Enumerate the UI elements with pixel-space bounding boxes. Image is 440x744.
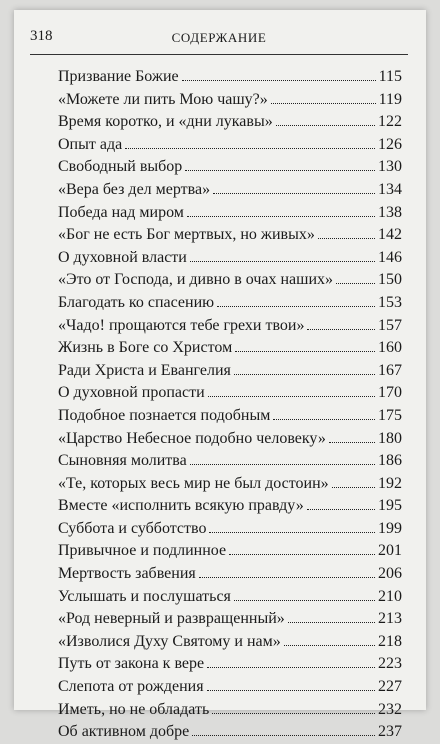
toc-entry-page: 201 — [378, 542, 402, 560]
toc-entry-title: «Чадо! прощаются тебе грехи твои» — [58, 316, 305, 334]
toc-entry-title: «Изволися Духу Святому и нам» — [58, 632, 281, 650]
toc-entry — [58, 473, 402, 496]
toc-entry-page: 142 — [378, 226, 402, 244]
toc-entry — [58, 66, 402, 89]
toc-entry-page: 119 — [378, 90, 402, 108]
toc-entry-page: 130 — [378, 158, 402, 176]
toc-entry-title: «Бог не есть Бог мертвых, но живых» — [58, 226, 315, 244]
dot-leader — [329, 430, 375, 443]
page-number: 318 — [30, 28, 53, 44]
toc-entry — [58, 495, 402, 518]
toc-entry — [58, 518, 402, 541]
dot-leader — [185, 158, 375, 171]
toc-entry-page: 134 — [378, 180, 402, 198]
toc-entry — [58, 111, 402, 134]
toc-entry-page: 167 — [378, 361, 402, 379]
toc-entry — [58, 247, 402, 270]
toc-entry — [58, 699, 402, 722]
toc-entry-title: Благодать ко спасению — [58, 293, 215, 311]
toc-entry — [58, 337, 402, 360]
toc-entry-title: Жизнь в Боге со Христом — [58, 339, 233, 357]
toc-entry-page: 223 — [378, 655, 402, 673]
dot-leader — [208, 384, 375, 397]
dot-leader — [336, 271, 375, 284]
dot-leader — [190, 452, 375, 465]
toc-entry-title: Мертвость забвения — [58, 565, 196, 583]
dot-leader — [207, 678, 375, 691]
dot-leader — [125, 136, 375, 149]
toc-entry — [58, 89, 402, 112]
toc-entry-page: 126 — [378, 135, 402, 153]
toc-entry-title: Иметь, но не обладать — [58, 700, 210, 718]
header-rule — [30, 54, 408, 55]
toc-entry-page: 150 — [378, 271, 402, 289]
dot-leader — [288, 610, 375, 623]
toc-entry-page: 170 — [378, 384, 402, 402]
toc-entry-page: 195 — [378, 497, 402, 515]
toc-entry-page: 146 — [378, 248, 402, 266]
toc-entry-page: 213 — [378, 610, 402, 628]
toc-entry — [58, 315, 402, 338]
dot-leader — [199, 565, 375, 578]
toc-entry-page: 192 — [378, 474, 402, 492]
toc-entry — [58, 202, 402, 225]
toc-entry-page: 175 — [378, 406, 402, 424]
toc-entry-page: 186 — [378, 452, 402, 470]
toc-entry-title: Сыновняя молитва — [58, 452, 187, 470]
toc-entry-title: «Это от Господа, и дивно в очах наших» — [58, 271, 334, 289]
toc-entry-title: Вместе «исполнить всякую правду» — [58, 497, 304, 515]
toc-entry-title: Ради Христа и Евангелия — [58, 361, 231, 379]
toc-entry — [58, 405, 402, 428]
toc-entry-page: 227 — [378, 678, 402, 696]
dot-leader — [235, 339, 375, 352]
toc-entry-page: 122 — [378, 113, 402, 131]
toc-entry — [58, 269, 402, 292]
toc-entry-title: «Царство Небесное подобно человеку» — [58, 429, 326, 447]
toc-entry-title: «Те, которых весь мир не был достоин» — [58, 474, 329, 492]
toc-entry-title: Суббота и субботство — [58, 519, 207, 537]
toc-entry — [58, 450, 402, 473]
toc-entry-page: 199 — [378, 519, 402, 537]
running-title: СОДЕРЖАНИЕ — [171, 30, 267, 45]
dot-leader — [307, 317, 375, 330]
toc-entry-title: Призвание Божие — [58, 68, 179, 85]
toc-entry — [58, 676, 402, 699]
dot-leader — [284, 633, 375, 646]
toc-entry-title: Слепота от рождения — [58, 678, 204, 696]
dot-leader — [212, 701, 375, 714]
toc-entry-page: 210 — [378, 587, 402, 605]
toc-entry-title: Привычное и подлинное — [58, 542, 227, 560]
toc-entry — [58, 292, 402, 315]
toc-entry — [58, 179, 402, 202]
toc-entry-title: Услышать и послушаться — [58, 587, 231, 605]
dot-leader — [187, 204, 375, 217]
toc-entry-title: Подобное познается подобным — [58, 406, 271, 424]
dot-leader — [234, 362, 375, 375]
toc-entry — [58, 653, 402, 676]
dot-leader — [273, 407, 375, 420]
table-of-contents — [58, 66, 402, 744]
toc-entry — [58, 134, 402, 157]
toc-entry-page: 232 — [378, 700, 402, 718]
toc-entry-page: 115 — [378, 68, 402, 85]
dot-leader — [207, 655, 375, 668]
toc-entry-title: «Вера без дел мертва» — [58, 180, 211, 198]
toc-entry-title: О духовной власти — [58, 248, 187, 266]
dot-leader — [307, 497, 375, 510]
dot-leader — [234, 588, 375, 601]
toc-entry-title: Свободный выбор — [58, 158, 183, 176]
dot-leader — [318, 226, 375, 239]
toc-entry-title: О духовной пропасти — [58, 384, 205, 402]
toc-entry-title: Победа над миром — [58, 203, 184, 221]
dot-leader — [276, 113, 375, 126]
toc-entry — [58, 540, 402, 563]
toc-entry — [58, 631, 402, 654]
dot-leader — [209, 520, 375, 533]
toc-entry — [58, 156, 402, 179]
dot-leader — [217, 294, 375, 307]
dot-leader — [190, 249, 375, 262]
toc-entry — [58, 721, 402, 744]
toc-entry-page: 206 — [378, 565, 402, 583]
book-page — [14, 10, 426, 741]
toc-entry-title: «Род неверный и развращенный» — [58, 610, 285, 628]
toc-entry — [58, 608, 402, 631]
toc-entry — [58, 563, 402, 586]
toc-entry-title: Время коротко, и «дни лукавы» — [58, 113, 273, 131]
dot-leader — [332, 475, 375, 488]
toc-entry — [58, 224, 402, 247]
dot-leader — [213, 181, 375, 194]
toc-entry-page: 138 — [378, 203, 402, 221]
toc-entry — [58, 428, 402, 451]
dot-leader — [229, 542, 375, 555]
toc-entry-title: Об активном добре — [58, 723, 190, 741]
toc-entry-title: «Можете ли пить Мою чашу?» — [58, 90, 268, 108]
page-header — [30, 28, 408, 48]
dot-leader — [271, 91, 376, 104]
toc-entry-page: 157 — [378, 316, 402, 334]
toc-entry — [58, 360, 402, 383]
toc-entry-page: 237 — [378, 723, 402, 741]
toc-entry-title: Опыт ада — [58, 135, 123, 153]
toc-entry-title: Путь от закона к вере — [58, 655, 205, 673]
toc-entry-page: 218 — [378, 632, 402, 650]
dot-leader — [182, 68, 376, 81]
toc-entry-page: 153 — [378, 293, 402, 311]
toc-entry-page: 180 — [378, 429, 402, 447]
toc-entry — [58, 382, 402, 405]
toc-entry-page: 160 — [378, 339, 402, 357]
dot-leader — [192, 723, 375, 736]
toc-entry — [58, 586, 402, 609]
